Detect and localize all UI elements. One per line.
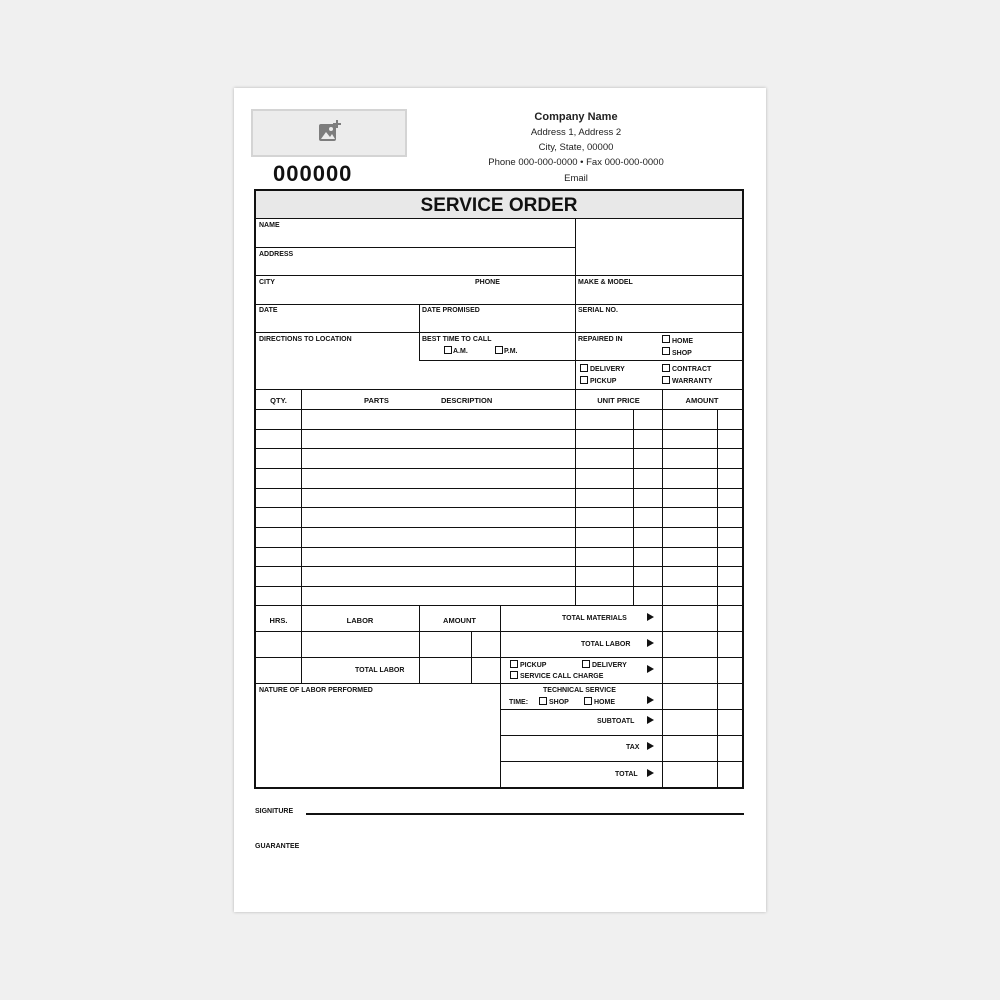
labor-cents-divider bbox=[471, 631, 472, 683]
date-label: DATE bbox=[259, 307, 278, 314]
nature-of-labor-label: NATURE OF LABOR PERFORMED bbox=[259, 687, 373, 694]
arrow-right-icon bbox=[647, 639, 654, 647]
parts-row-9 bbox=[256, 586, 742, 587]
tech-home-checkbox[interactable] bbox=[584, 697, 592, 705]
warranty-label: WARRANTY bbox=[672, 378, 713, 385]
name-row-border bbox=[256, 247, 575, 248]
pickup-charge-label: PICKUP bbox=[520, 662, 547, 669]
delivery-charge-checkbox[interactable] bbox=[582, 660, 590, 668]
phone-label: PHONE bbox=[475, 279, 500, 286]
parts-header: PARTS bbox=[364, 396, 389, 405]
labor-section-border bbox=[256, 683, 500, 684]
tech-home-label: HOME bbox=[594, 699, 615, 706]
delivery-label: DELIVERY bbox=[590, 366, 625, 373]
date-promised-label: DATE PROMISED bbox=[422, 307, 480, 314]
shop-label: SHOP bbox=[672, 350, 692, 357]
totals-row-1 bbox=[500, 631, 742, 632]
technical-service-label: TECHNICAL SERVICE bbox=[543, 687, 616, 694]
labor-amount-header: AMOUNT bbox=[443, 616, 476, 625]
company-city: City, State, 00000 bbox=[538, 142, 614, 153]
qty-header: QTY. bbox=[270, 396, 287, 405]
parts-row-1 bbox=[256, 429, 742, 430]
parts-row-7 bbox=[256, 547, 742, 548]
company-email: Email bbox=[564, 173, 588, 184]
info-section-border bbox=[256, 389, 742, 390]
company-address: Address 1, Address 2 bbox=[530, 127, 622, 138]
am-label: A.M. bbox=[453, 348, 468, 355]
labor-row-2 bbox=[256, 657, 500, 658]
warranty-checkbox[interactable] bbox=[662, 376, 670, 384]
logo-placeholder[interactable] bbox=[251, 109, 407, 157]
best-time-label: BEST TIME TO CALL bbox=[422, 336, 492, 343]
date-row-border bbox=[256, 332, 742, 333]
labor-header: LABOR bbox=[346, 616, 374, 625]
repaired-in-label: REPAIRED IN bbox=[578, 336, 623, 343]
totals-row-2 bbox=[500, 657, 742, 658]
amount-header: AMOUNT bbox=[685, 396, 719, 405]
parts-row-8 bbox=[256, 566, 742, 567]
arrow-right-icon bbox=[647, 769, 654, 777]
company-phone-fax: Phone 000-000-0000 • Fax 000-000-0000 bbox=[488, 157, 664, 168]
unit-price-header: UNIT PRICE bbox=[597, 396, 640, 405]
pickup-charge-checkbox[interactable] bbox=[510, 660, 518, 668]
totals-row-4 bbox=[500, 709, 742, 710]
desc-col-divider bbox=[575, 389, 576, 605]
delivery-checkbox[interactable] bbox=[580, 364, 588, 372]
hrs-header: HRS. bbox=[269, 616, 288, 625]
am-checkbox[interactable] bbox=[444, 346, 452, 354]
serial-no-label: SERIAL NO. bbox=[578, 307, 618, 314]
form-title: SERVICE ORDER bbox=[420, 195, 578, 216]
tax-label: TAX bbox=[626, 744, 640, 751]
labor-total-label: TOTAL LABOR bbox=[355, 667, 405, 674]
directions-label: DIRECTIONS TO LOCATION bbox=[259, 336, 352, 343]
order-number: 000000 bbox=[273, 161, 353, 186]
unit-price-cents-divider bbox=[633, 409, 634, 605]
parts-row-5 bbox=[256, 507, 742, 508]
guarantee-label: GUARANTEE bbox=[255, 843, 300, 850]
home-checkbox[interactable] bbox=[662, 335, 670, 343]
time-label: TIME: bbox=[509, 699, 529, 706]
home-label: HOME bbox=[672, 338, 693, 345]
pm-label: P.M. bbox=[504, 348, 518, 355]
address-row-border bbox=[256, 275, 742, 276]
parts-row-6 bbox=[256, 527, 742, 528]
description-header: DESCRIPTION bbox=[441, 396, 493, 405]
amount-cents-divider bbox=[717, 409, 718, 789]
service-call-label: SERVICE CALL CHARGE bbox=[520, 673, 604, 680]
make-model-label: MAKE & MODEL bbox=[578, 279, 633, 286]
name-label: NAME bbox=[259, 222, 280, 229]
address-label: ADDRESS bbox=[259, 251, 294, 258]
arrow-right-icon bbox=[647, 716, 654, 724]
arrow-right-icon bbox=[647, 665, 654, 673]
arrow-right-icon bbox=[647, 696, 654, 704]
service-order-form bbox=[254, 189, 744, 789]
signature-label: SIGNITURE bbox=[255, 808, 294, 815]
qty-col-divider bbox=[301, 389, 302, 605]
contract-checkbox[interactable] bbox=[662, 364, 670, 372]
arrow-right-icon bbox=[647, 613, 654, 621]
subtotal-label: SUBTOATL bbox=[597, 718, 635, 725]
pm-checkbox[interactable] bbox=[495, 346, 503, 354]
total-materials-label: TOTAL MATERIALS bbox=[562, 615, 627, 622]
total-labor-label: TOTAL LABOR bbox=[581, 641, 631, 648]
parts-section-border bbox=[256, 605, 742, 606]
parts-header-border bbox=[256, 409, 742, 410]
totals-row-6 bbox=[500, 761, 742, 762]
pickup-label: PICKUP bbox=[590, 378, 617, 385]
totals-row-3 bbox=[500, 683, 742, 684]
totals-row-5 bbox=[500, 735, 742, 736]
add-image-icon bbox=[317, 119, 343, 145]
best-time-row-border bbox=[419, 360, 742, 361]
shop-checkbox[interactable] bbox=[662, 347, 670, 355]
parts-row-4 bbox=[256, 488, 742, 489]
company-name: Company Name bbox=[534, 111, 618, 123]
labor-row-1 bbox=[256, 631, 500, 632]
totals-left-divider bbox=[500, 605, 501, 787]
arrow-right-icon bbox=[647, 742, 654, 750]
tech-shop-checkbox[interactable] bbox=[539, 697, 547, 705]
service-order-sheet bbox=[234, 88, 766, 912]
tech-shop-label: SHOP bbox=[549, 699, 569, 706]
parts-row-3 bbox=[256, 468, 742, 469]
contract-label: CONTRACT bbox=[672, 366, 712, 373]
delivery-charge-label: DELIVERY bbox=[592, 662, 627, 669]
signature-line[interactable] bbox=[306, 813, 744, 815]
pickup-checkbox[interactable] bbox=[580, 376, 588, 384]
total-label: TOTAL bbox=[615, 771, 638, 778]
service-call-checkbox[interactable] bbox=[510, 671, 518, 679]
parts-row-2 bbox=[256, 448, 742, 449]
amount-col-divider bbox=[662, 389, 663, 789]
city-row-border bbox=[256, 304, 742, 305]
city-label: CITY bbox=[259, 279, 275, 286]
